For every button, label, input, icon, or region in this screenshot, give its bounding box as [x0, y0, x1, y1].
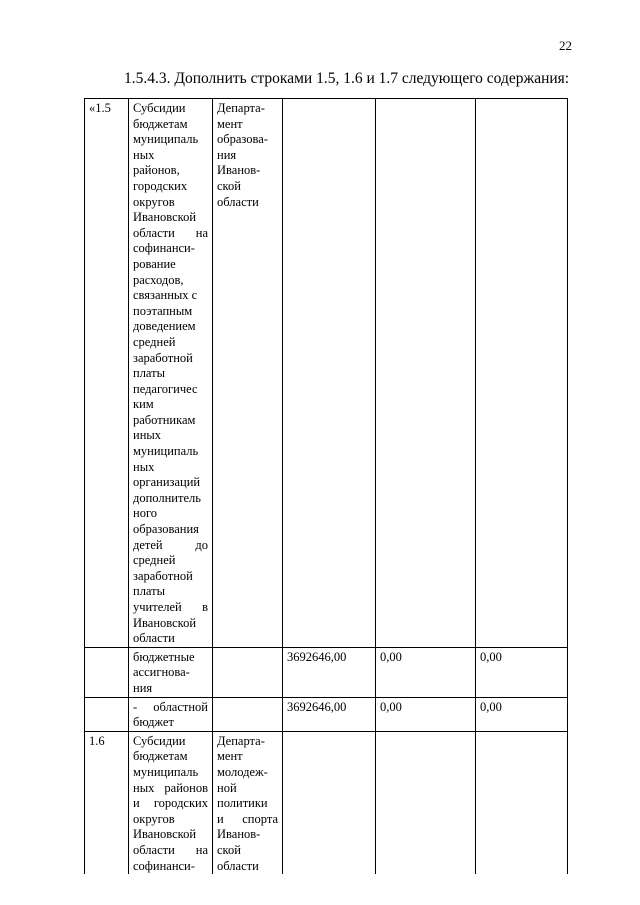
text-line: округов [133, 811, 175, 826]
text-line: средней [133, 553, 176, 568]
text-line: платы [133, 366, 166, 381]
text-line: Департа- [217, 733, 265, 748]
text-line: области на [133, 842, 208, 857]
text-line: бюджетам [133, 116, 188, 131]
value-text: 3692646,00 [287, 699, 347, 714]
row-number-cell [85, 99, 129, 648]
text-line: ных районов [133, 780, 208, 795]
value-cell-1 [283, 99, 376, 648]
row-name-text [133, 101, 208, 647]
text-line: заработной [133, 350, 193, 365]
row-name-text [133, 650, 208, 697]
program-table [84, 98, 568, 874]
text-line: ния [217, 147, 237, 162]
text-line: иных [133, 428, 162, 443]
value-cell-2 [376, 647, 476, 697]
text-line: политики [217, 796, 268, 811]
text-line: доведением [133, 319, 196, 334]
text-line: - областной [133, 699, 208, 714]
table-row-1-6 [85, 731, 568, 874]
text-line: муниципаль [133, 132, 199, 147]
text-line: педагогичес [133, 381, 198, 396]
text-line: организаций [133, 475, 201, 490]
value-cell-3 [476, 731, 568, 874]
value-cell-3 [476, 697, 568, 731]
executor-cell [213, 697, 283, 731]
text-line: Иванов- [217, 827, 261, 842]
text-line: Ивановской [133, 827, 197, 842]
value-text: 0,00 [380, 699, 402, 714]
executor-text [217, 101, 278, 210]
text-line: округов [133, 194, 175, 209]
text-line: ской [217, 842, 241, 857]
text-line: учителей в [133, 600, 208, 614]
text-line: городских [133, 178, 188, 193]
table-row-budget [85, 647, 568, 697]
row-name-cell [129, 99, 213, 648]
value-cell-3 [476, 99, 568, 648]
row-number: 1.6 [89, 733, 105, 748]
text-line: районов, [133, 163, 180, 178]
text-line: софинанси- [133, 241, 195, 256]
text-line: образова- [217, 132, 268, 147]
row-name-text [133, 700, 208, 731]
text-line: Департа- [217, 101, 265, 115]
row-name-cell [129, 731, 213, 874]
text-line: ассигнова- [133, 665, 190, 680]
text-line: и городских [133, 796, 208, 811]
text-line: мент [217, 749, 243, 764]
text-line: ким [133, 397, 154, 412]
value-cell-1 [283, 647, 376, 697]
value-cell-2 [376, 697, 476, 731]
row-number-cell [85, 731, 129, 874]
text-line: платы [133, 584, 166, 599]
text-line: ных [133, 147, 155, 162]
text-line: дополнитель [133, 490, 201, 505]
row-name-cell [129, 647, 213, 697]
text-line: ния [133, 680, 153, 695]
text-line: ного [133, 506, 158, 521]
section-heading: 1.5.4.3. Дополнить строками 1.5, 1.6 и 1.7 следующего содержания: [124, 70, 570, 87]
value-cell-1 [283, 697, 376, 731]
value-text: 0,00 [480, 649, 502, 664]
executor-cell [213, 99, 283, 648]
text-line: детей до [133, 537, 208, 552]
page-number: 22 [559, 38, 572, 53]
text-line: заработной [133, 568, 193, 583]
text-line: поэтапным [133, 303, 193, 318]
executor-cell [213, 731, 283, 874]
text-line: бюджет [133, 715, 174, 730]
text-line: области [133, 631, 175, 646]
text-line: мент [217, 116, 243, 131]
text-line: средней [133, 334, 176, 349]
value-text: 0,00 [480, 699, 502, 714]
text-line: муниципаль [133, 444, 199, 459]
text-line: области [217, 194, 259, 209]
row-name-cell [129, 697, 213, 731]
text-line: Субсидии [133, 733, 186, 748]
value-cell-1 [283, 731, 376, 874]
value-cell-2 [376, 99, 476, 648]
text-line: ской [217, 178, 241, 193]
text-line: Ивановской [133, 210, 197, 225]
executor-cell [213, 647, 283, 697]
text-line: муниципаль [133, 764, 199, 779]
text-line: бюджетам [133, 749, 188, 764]
text-line: и спорта [217, 811, 278, 826]
row-number-cell [85, 697, 129, 731]
text-line: расходов, [133, 272, 184, 287]
text-line: работникам [133, 412, 196, 427]
text-line: области [217, 858, 259, 873]
table-row-regional [85, 697, 568, 731]
table-row-1-5 [85, 99, 568, 648]
row-number-cell [85, 647, 129, 697]
text-line: образования [133, 522, 199, 537]
row-name-text [133, 734, 208, 874]
text-line: области на [133, 225, 208, 240]
text-line: рование [133, 256, 176, 271]
text-line: ной [217, 780, 237, 795]
value-cell-3 [476, 647, 568, 697]
row-number: «1.5 [89, 101, 111, 115]
text-line: молодеж- [217, 764, 268, 779]
text-line: ных [133, 459, 155, 474]
text-line: Субсидии [133, 101, 186, 115]
value-cell-2 [376, 731, 476, 874]
text-line: софинанси- [133, 858, 195, 873]
value-text: 3692646,00 [287, 649, 347, 664]
text-line: Ивановской [133, 615, 197, 630]
value-text: 0,00 [380, 649, 402, 664]
executor-text [217, 734, 278, 874]
text-line: связанных с [133, 288, 198, 303]
text-line: Иванов- [217, 163, 261, 178]
text-line: бюджетные [133, 649, 195, 664]
